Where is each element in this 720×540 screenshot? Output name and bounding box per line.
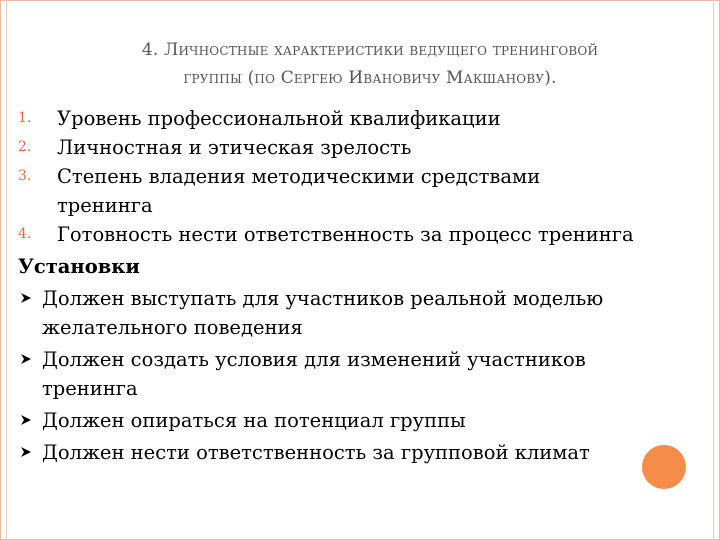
slide-content — [18, 104, 698, 467]
bullet-text: Должен нести ответственность за групповой климат — [42, 441, 590, 464]
item-text: Уровень профессиональной квалификации — [57, 107, 501, 130]
orange-circle-decoration — [642, 445, 686, 489]
bullet-item-2 — [18, 345, 698, 403]
arrow-bullet-icon — [20, 353, 32, 365]
bullet-text-line-1: Должен создать условия для изменений участников — [42, 348, 586, 371]
item-text-line-2: тренинга — [57, 194, 153, 217]
title-line-2: группы (по Сергею Ивановичу Макшанову). — [183, 68, 557, 88]
numbered-item-3 — [18, 162, 698, 220]
item-number: 2. — [18, 139, 32, 155]
item-number: 4. — [18, 226, 32, 242]
bullet-item-1 — [18, 284, 698, 342]
item-number: 1. — [18, 110, 32, 126]
item-number: 3. — [18, 168, 32, 184]
arrow-bullet-icon — [20, 446, 32, 458]
bullet-item-4 — [18, 438, 698, 467]
item-text: Личностная и этическая зрелость — [57, 136, 412, 159]
numbered-item-1 — [18, 104, 698, 133]
item-text-line-1: Степень владения методическими средствами — [57, 165, 541, 188]
bullet-text-line-1: Должен выступать для участников реальной моделью — [42, 287, 604, 310]
title-line-1: 4. Личностные характеристики ведущего тренинговой — [141, 40, 599, 60]
slide-title — [40, 36, 700, 92]
arrow-bullet-icon — [20, 414, 32, 426]
arrow-bullet-icon — [20, 292, 32, 304]
section-heading: Установки — [18, 255, 140, 278]
numbered-item-2 — [18, 133, 698, 162]
bullet-item-3 — [18, 406, 698, 435]
frame-line-left — [6, 0, 7, 540]
bullet-text-line-2: тренинга — [42, 377, 138, 400]
bullet-text-line-2: желательного поведения — [42, 316, 303, 339]
bullet-text: Должен опираться на потенциал группы — [42, 409, 466, 432]
numbered-item-4 — [18, 220, 698, 249]
item-text: Готовность нести ответственность за процесс тренинга — [57, 223, 634, 246]
frame-line-right — [713, 0, 714, 540]
